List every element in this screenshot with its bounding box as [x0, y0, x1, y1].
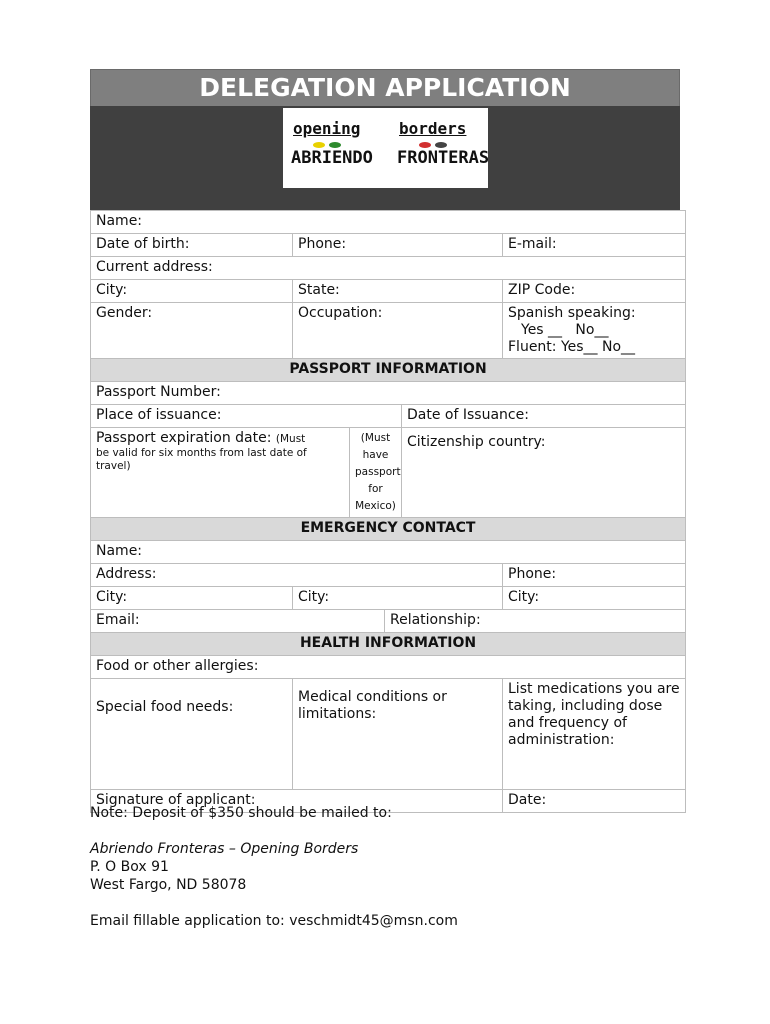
- emergency-city-field-1[interactable]: City:: [91, 587, 293, 610]
- signature-field[interactable]: Signature of applicant:: [91, 790, 503, 813]
- passport-expiration-field[interactable]: [91, 428, 350, 518]
- email-field[interactable]: E-mail:: [503, 234, 686, 257]
- logo-word-borders: borders: [399, 119, 467, 138]
- expiration-note-cont: be valid for six months from last date of travel): [96, 447, 307, 472]
- emergency-address-field[interactable]: Address:: [91, 564, 503, 587]
- organization-logo: [283, 108, 488, 188]
- occupation-field[interactable]: Occupation:: [293, 303, 503, 359]
- fluent-yes-no: Fluent: Yes__ No__: [508, 339, 636, 355]
- deposit-note: Note: Deposit of $350 should be mailed to:: [90, 805, 392, 821]
- citizenship-country-field[interactable]: Citizenship country:: [402, 428, 686, 518]
- health-heading: HEALTH INFORMATION: [91, 633, 686, 656]
- logo-word-opening: opening: [293, 119, 361, 138]
- logo-band: [90, 106, 680, 210]
- emergency-email-field[interactable]: Email:: [91, 610, 385, 633]
- current-address-field[interactable]: Current address:: [91, 257, 686, 280]
- relationship-field[interactable]: Relationship:: [385, 610, 686, 633]
- email-instructions: Email fillable application to: veschmidt45@msn.com: [90, 913, 458, 929]
- spanish-yes-no: Yes __ No__: [521, 322, 609, 338]
- form-title: DELEGATION APPLICATION: [90, 69, 680, 106]
- state-field[interactable]: State:: [293, 280, 503, 303]
- mailing-po-box: P. O Box 91: [90, 859, 169, 875]
- dob-field[interactable]: Date of birth:: [91, 234, 293, 257]
- form-table: [90, 210, 686, 813]
- date-of-issuance-field[interactable]: Date of Issuance:: [402, 405, 686, 428]
- allergies-field[interactable]: Food or other allergies:: [91, 656, 686, 679]
- expiration-label: Passport expiration date:: [96, 430, 272, 446]
- medical-conditions-field[interactable]: Medical conditions or limitations:: [293, 679, 503, 790]
- application-form: [90, 69, 680, 813]
- mailing-org: Abriendo Fronteras – Opening Borders: [90, 841, 359, 857]
- signature-date-field[interactable]: Date:: [503, 790, 686, 813]
- city-field[interactable]: City:: [91, 280, 293, 303]
- emergency-phone-field[interactable]: Phone:: [503, 564, 686, 587]
- emergency-city-field-3[interactable]: City:: [503, 587, 686, 610]
- logo-word-fronteras: FRONTERAS: [397, 148, 490, 168]
- mexico-passport-note: (Must have passport for Mexico): [350, 428, 402, 518]
- emergency-name-field[interactable]: Name:: [91, 541, 686, 564]
- medications-field[interactable]: List medications you are taking, including dose and frequency of administration:: [503, 679, 686, 790]
- spanish-label: Spanish speaking:: [508, 305, 636, 321]
- expiration-note: (Must: [275, 433, 306, 445]
- applicant-name-field[interactable]: Name:: [91, 211, 686, 234]
- place-of-issuance-field[interactable]: Place of issuance:: [91, 405, 402, 428]
- special-food-needs-field[interactable]: Special food needs:: [91, 679, 293, 790]
- mailing-city: West Fargo, ND 58078: [90, 877, 247, 893]
- zip-field[interactable]: ZIP Code:: [503, 280, 686, 303]
- phone-field[interactable]: Phone:: [293, 234, 503, 257]
- logo-word-abriendo: ABRIENDO: [291, 148, 373, 168]
- gender-field[interactable]: Gender:: [91, 303, 293, 359]
- emergency-heading: EMERGENCY CONTACT: [91, 518, 686, 541]
- emergency-city-field-2[interactable]: City:: [293, 587, 503, 610]
- spanish-speaking-field[interactable]: [503, 303, 686, 359]
- passport-number-field[interactable]: Passport Number:: [91, 382, 686, 405]
- passport-heading: PASSPORT INFORMATION: [91, 359, 686, 382]
